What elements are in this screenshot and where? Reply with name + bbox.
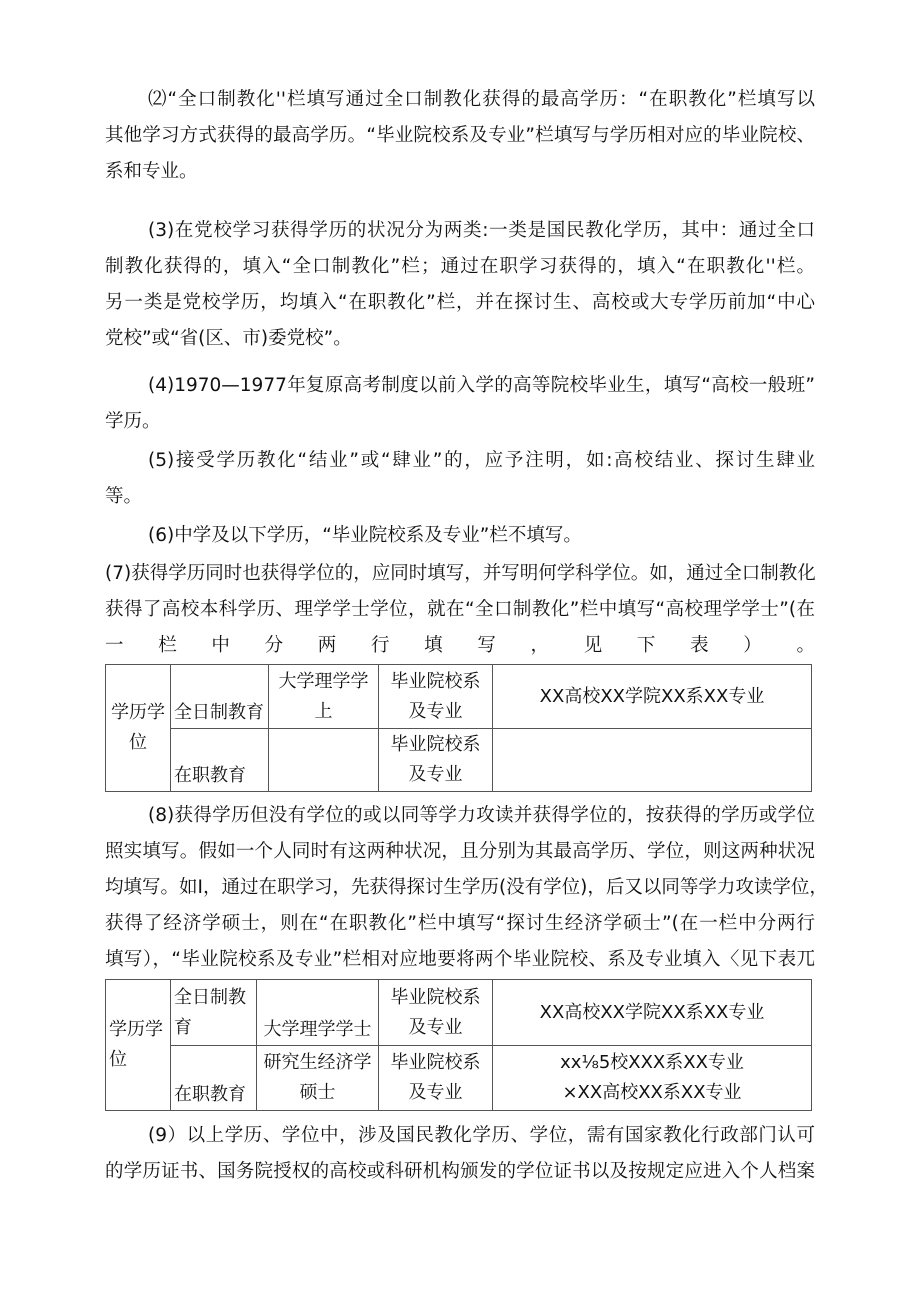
- education-type: 全日制教育: [171, 665, 269, 729]
- school-label: 毕业院校系及专业: [379, 1046, 493, 1111]
- text-line: 填写），“毕业院校系及专业”栏相对应地要将两个毕业院校、系及专业填入〈见下表兀: [105, 949, 815, 970]
- text-line: 等。: [105, 486, 143, 507]
- text-line: 获得了经济学硕士，则在“在职教化”栏中填写“探讨生经济学硕士”(在一栏中分两行: [105, 913, 815, 934]
- text-line: 一 栏 中 分 两 行 填 写 ， 见 下 表 ） 。: [105, 635, 815, 656]
- paragraph-4: [105, 368, 815, 440]
- text-line: (3)在党校学习获得学历的状况分为两类:一类是国民教化学历，其中：通过全口: [148, 220, 815, 241]
- text-line: (5)接受学历教化“结业”或“肆业”的，应予注明，如:高校结业、探讨生肆业: [148, 450, 815, 471]
- text-line: (4)1970—1977年复原高考制度以前入学的高等院校毕业生，填写“高校一般班”: [148, 375, 815, 396]
- paragraph-7: [105, 556, 815, 664]
- text-line: 的学历证书、国务院授权的高校或科研机构颁发的学位证书以及按规定应进入个人档案: [105, 1161, 815, 1182]
- paragraph-2: [105, 82, 815, 190]
- school-value: XX高校XX学院XX系XX专业: [493, 980, 812, 1046]
- degree-cell: 研究生经济学硕士: [257, 1046, 379, 1111]
- school-label: 毕业院校系及专业: [379, 729, 493, 792]
- education-type: 全日制教育: [171, 980, 257, 1046]
- paragraph-8: [105, 798, 828, 978]
- text-line: (6)中学及以下学历，“毕业院校系及专业”栏不填写。: [148, 525, 582, 546]
- paragraph-9: [105, 1118, 815, 1190]
- paragraph-6: [105, 518, 815, 554]
- school-label: 毕业院校系及专业: [379, 665, 493, 729]
- school-value: [493, 1046, 812, 1111]
- school-value-line-1: xx⅛5校XXX系XX专业: [560, 1052, 744, 1073]
- degree-cell: [269, 729, 379, 792]
- education-type: 在职教育: [171, 1046, 257, 1111]
- text-line: (7)获得学历同时也获得学位的，应同时填写，并写明何学科学位。如，通过全口制教化: [105, 563, 816, 584]
- school-value: [493, 729, 812, 792]
- school-value: XX高校XX学院XX系XX专业: [493, 665, 812, 729]
- degree-cell: 大学理学学上: [269, 665, 379, 729]
- paragraph-5: [105, 443, 815, 515]
- text-line: (9）以上学历、学位中，涉及国民教化学历、学位，需有国家教化行政部门认可: [148, 1125, 815, 1146]
- text-line: 党校”或“省(区、市)委党校”。: [105, 328, 352, 349]
- education-type: 在职教育: [171, 729, 269, 792]
- school-label: 毕业院校系及专业: [379, 980, 493, 1046]
- text-line: ⑵“全口制教化''栏填写通过全口制教化获得的最高学历：“在职教化”栏填写以: [148, 89, 815, 110]
- degree-cell: 大学理学学士: [257, 980, 379, 1046]
- text-line: 另一类是党校学历，均填入“在职教化”栏，并在探讨生、高校或大专学历前加“中心: [105, 292, 815, 313]
- row-header: 学历学位: [106, 665, 171, 792]
- degree-table-2: [105, 979, 812, 1111]
- degree-table-1: [105, 664, 812, 792]
- text-line: 学历。: [105, 411, 161, 432]
- text-line: 制教化获得的，填入“全口制教化”栏；通过在职学习获得的，填入“在职教化''栏。: [105, 256, 815, 277]
- text-line: 系和专业。: [105, 161, 198, 182]
- school-value-line-2: ×XX高校XX系XX专业: [562, 1082, 742, 1103]
- row-header: 学历学位: [106, 980, 171, 1111]
- text-line: 照实填写。假如一个人同时有这两种状况，且分别为其最高学历、学位，则这两种状况: [105, 841, 815, 862]
- text-line: (8)获得学历但没有学位的或以同等学力攻读并获得学位的，按获得的学历或学位: [148, 805, 815, 826]
- paragraph-3: [105, 213, 815, 357]
- text-line: 获得了高校本科学历、理学学士学位，就在“全口制教化”栏中填写“高校理学学士”(在: [105, 599, 815, 620]
- text-line: 其他学习方式获得的最高学历。“毕业院校系及专业”栏填写与学历相对应的毕业院校、: [105, 125, 815, 146]
- text-line: 均填写。如I，通过在职学习，先获得探讨生学历(没有学位)，后又以同等学力攻读学位，: [105, 877, 828, 898]
